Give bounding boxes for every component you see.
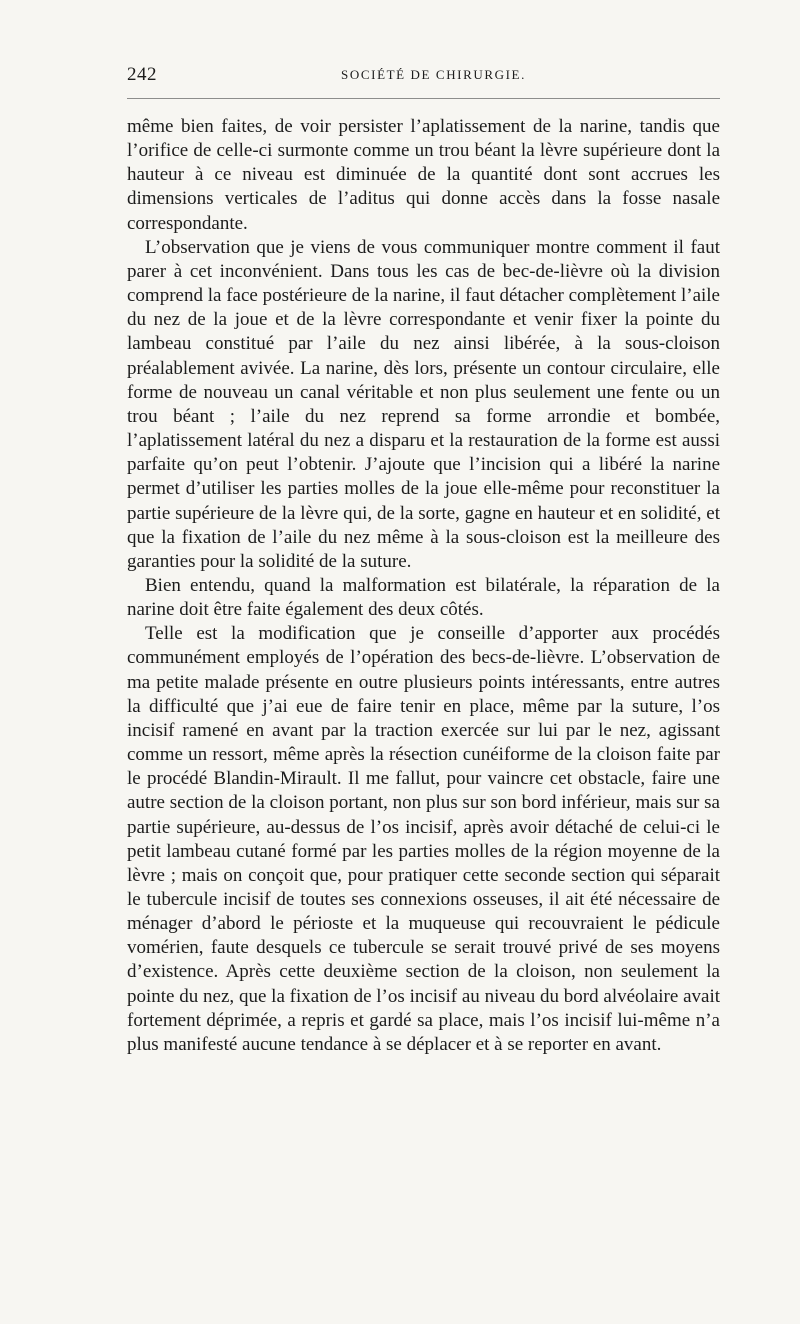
paragraph-bilateral: Bien entendu, quand la malformation est bilatérale, la réparation de la narine doit être faite également des deux côtés.: [127, 574, 720, 621]
running-title: SOCIÉTÉ DE CHIRURGIE.: [341, 67, 526, 82]
page-number: 242: [127, 64, 157, 85]
book-page: [127, 58, 720, 1057]
header-rule: [127, 98, 720, 99]
paragraph-continuation: même bien faites, de voir persister l’aplatissement de la narine, tandis que l’orifice de celle-ci surmonte comme un trou béant la lèvre supérieure dont la hauteur à ce niveau est diminuée de la quantité dont sont accrues les dimensions verticales de l’aditus qui donne accès dans la fosse nasale correspondante.: [127, 116, 720, 234]
paragraph-modification: Telle est la modification que je conseille d’apporter aux procédés communément employés de l’opération des becs-de-lièvre. L’observation de ma petite malade présente en outre plusieurs points intéressants, entre autres la difficulté que j’ai eue de faire tenir en place, même par la suture, l’os incisif ramené en avant par la traction exercée sur lui par le nez, agissant comme un ressort, même après la résection cunéiforme de la cloison faite par le procédé Blandin-Mirault. Il me fallut, pour vaincre cet obstacle, faire une autre section de la cloison portant, non plus sur son bord inférieur, mais sur sa partie supérieure, au-dessus de l’os incisif, après avoir détaché de celui-ci le petit lambeau cutané formé par les parties molles de la région moyenne de la lèvre ; mais on conçoit que, pour pratiquer cette seconde section qui séparait le tubercule incisif de toutes ses connexions osseuses, il ait été nécessaire de ménager d’abord le périoste et la muqueuse qui recouvraient le pédicule vomérien, faute desquels ce tubercule se serait trouvé privé de ses moyens d’existence. Après cette deuxième section de la cloison, non seulement la pointe du nez, que la fixation de l’os incisif au niveau du bord alvéolaire avait fortement déprimée, a repris et gardé sa place, mais l’os incisif lui-même n’a plus manifesté aucune tendance à se déplacer et à se reporter en avant.: [127, 623, 720, 1055]
paragraph-observation: L’observation que je viens de vous communiquer montre comment il faut parer à cet inconvénient. Dans tous les cas de bec-de-lièvre où la division comprend la face postérieure de la narine, il faut détacher complètement l’aile du nez de la joue et de la lèvre correspondante et venir fixer la pointe du lambeau constitué par l’aile du nez ainsi libérée, à la sous-cloison préalablement avivée. La narine, dès lors, présente un contour circulaire, elle forme de nouveau un canal véritable et non plus seulement une fente ou un trou béant ; l’aile du nez reprend sa forme arrondie et bombée, l’aplatissement latéral du nez a disparu et la restauration de la forme est aussi parfaite qu’on peut l’obtenir. J’ajoute que l’incision qui a libéré la narine permet d’utiliser les parties molles de la joue elle-même pour reconstituer la partie supérieure de la lèvre qui, de la sorte, gagne en hauteur et en solidité, et que la fixation de l’aile du nez même à la sous-cloison est la meilleure des garanties pour la solidité de la suture.: [127, 236, 720, 572]
running-header: [127, 58, 720, 88]
